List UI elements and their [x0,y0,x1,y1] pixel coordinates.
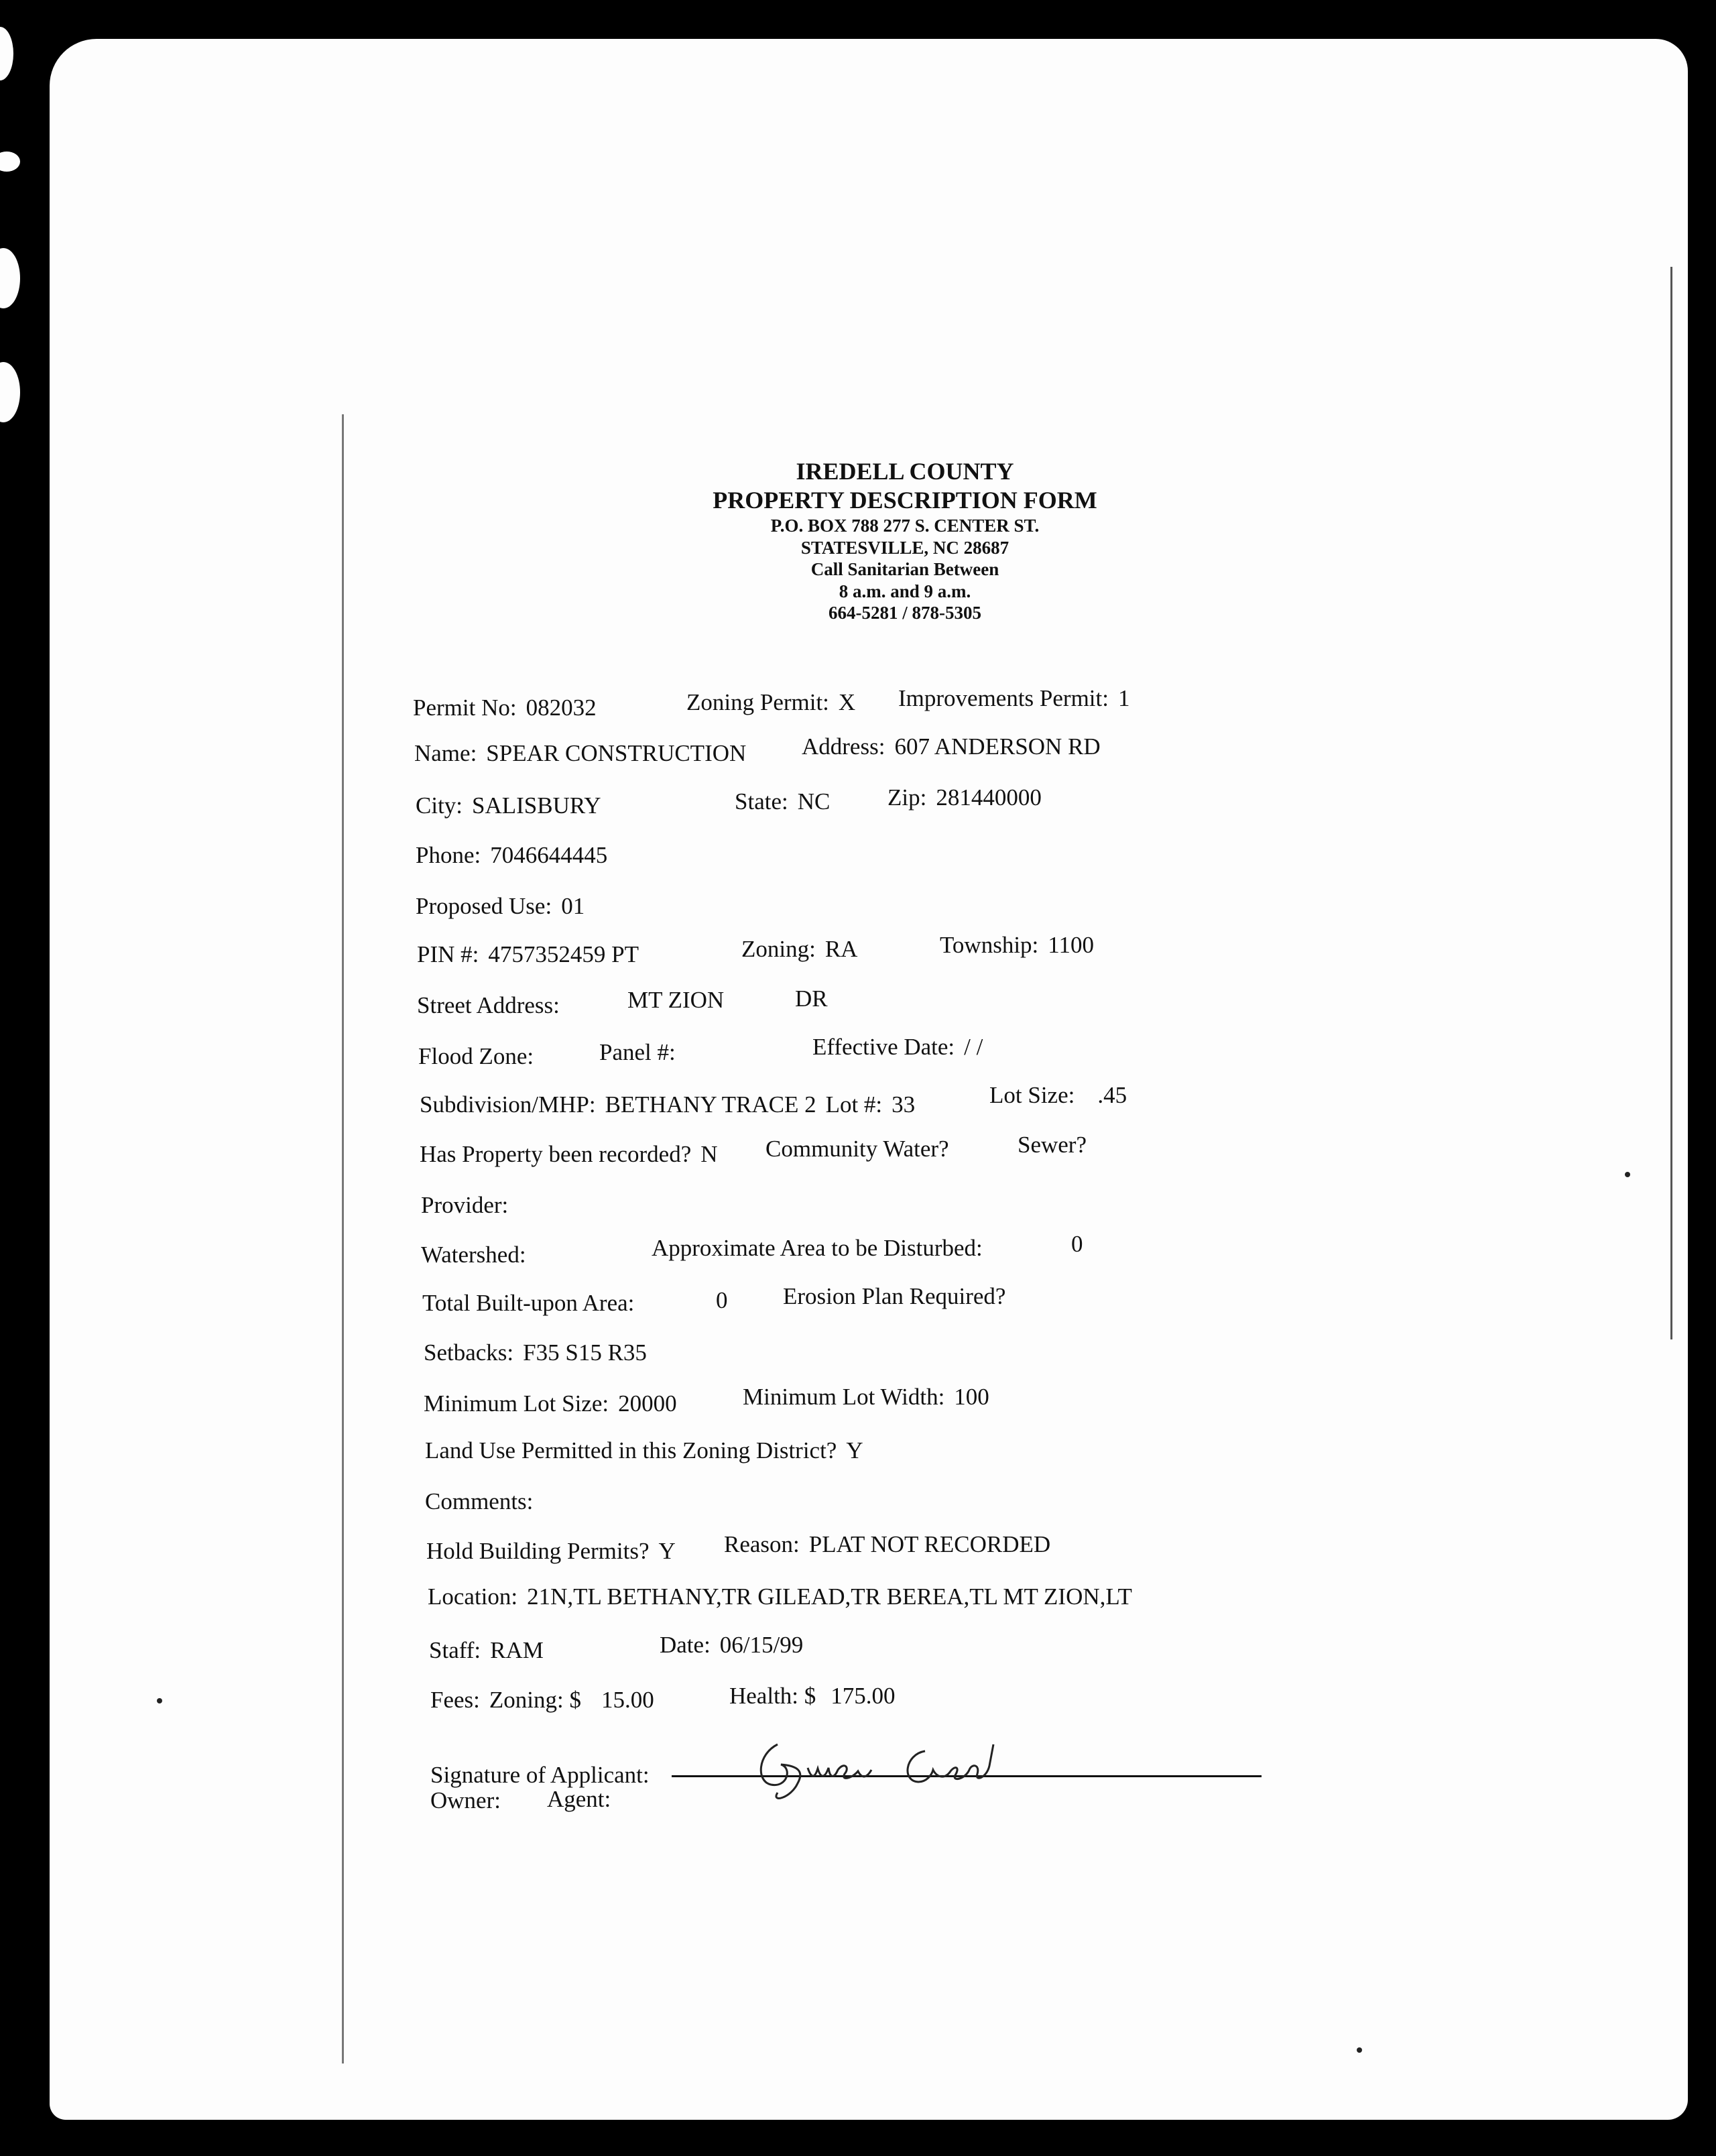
address-line-2: STATESVILLE, NC 28687 [800,537,1009,558]
area-disturbed-field [652,1236,992,1260]
location-field [428,1585,1132,1608]
proposed-use-label: Proposed Use: [416,893,552,919]
sewer-label: Sewer? [1018,1132,1087,1158]
speck [1357,2047,1362,2053]
agent-field [547,1787,620,1811]
owner-label: Owner: [430,1787,501,1813]
agent-label: Agent: [547,1786,611,1812]
zoning-value: RA [824,936,858,962]
land-use-label: Land Use Permitted in this Zoning District? [425,1437,837,1463]
right-edge-shadow [1670,267,1672,1339]
handwritten-signature [751,1731,1046,1805]
subdivision-label: Subdivision/MHP: [420,1091,596,1118]
signature-field [430,1763,659,1787]
min-lot-width-field [743,1385,989,1409]
recorded-label: Has Property been recorded? [420,1141,692,1167]
county-title: IREDELL COUNTY [796,458,1014,485]
reason-field [724,1533,1050,1556]
built-upon-value: 0 [716,1287,728,1313]
min-lot-size-value: 20000 [618,1390,677,1417]
built-upon-label: Total Built-upon Area: [422,1290,635,1316]
hold-permits-value: Y [658,1538,676,1564]
watershed-field [421,1243,536,1266]
setbacks-label: Setbacks: [424,1339,514,1366]
staff-label: Staff: [429,1637,481,1663]
punch-hole [0,362,20,422]
address-line-1: P.O. BOX 788 277 S. CENTER ST. [770,516,1040,536]
name-label: Name: [414,740,477,766]
street-name-value: MT ZION [627,987,725,1013]
left-margin-line [342,414,344,2063]
recorded-field [420,1142,718,1166]
staff-field [429,1638,544,1662]
pin-label: PIN #: [417,941,479,967]
city-field [416,794,601,817]
zoning-permit-field [686,691,855,714]
date-field [660,1633,803,1657]
setbacks-value: F35 S15 R35 [523,1339,647,1366]
improvements-permit-value: 1 [1117,685,1130,711]
min-lot-size-field [424,1392,677,1415]
community-water-field [765,1137,959,1160]
fees-health-field [729,1684,896,1708]
panel-field [599,1040,685,1064]
fees-label: Fees: [430,1687,480,1713]
paper-sheet [50,39,1688,2120]
state-label: State: [735,788,788,815]
zip-field [887,786,1042,809]
land-use-value: Y [846,1437,863,1463]
street-suffix-value: DR [795,985,828,1012]
speck [157,1698,162,1703]
form-title: PROPERTY DESCRIPTION FORM [713,487,1097,514]
erosion-plan-field [783,1284,1015,1308]
phone-numbers: 664-5281 / 878-5305 [829,602,981,623]
effective-date-value: / / [964,1034,983,1060]
panel-label: Panel #: [599,1039,676,1065]
area-disturbed-label: Approximate Area to be Disturbed: [652,1235,983,1261]
built-upon-field [422,1291,644,1315]
location-label: Location: [428,1583,518,1610]
township-field [940,933,1094,957]
proposed-use-field [416,894,585,918]
name-field [414,741,746,765]
effective-date-field [812,1035,983,1059]
city-label: City: [416,792,463,819]
proposed-use-value: 01 [561,893,585,919]
fees-health-label: Health: $ [729,1683,816,1709]
call-line-1: Call Sanitarian Between [810,559,999,580]
punch-hole [0,27,13,80]
setbacks-field [424,1341,647,1364]
fees-field [430,1688,654,1712]
subdivision-field [420,1093,915,1116]
zoning-field [741,937,857,961]
improvements-permit-field [898,686,1129,710]
township-value: 1100 [1048,932,1094,958]
comments-label: Comments: [425,1488,534,1514]
street-address-field [417,994,569,1017]
improvements-permit-label: Improvements Permit: [898,685,1109,711]
subdivision-value: BETHANY TRACE 2 [605,1091,816,1118]
permit-no-label: Permit No: [413,695,517,721]
min-lot-size-label: Minimum Lot Size: [424,1390,609,1417]
erosion-plan-label: Erosion Plan Required? [783,1283,1006,1309]
phone-field [416,843,607,867]
flood-zone-field [418,1044,543,1068]
address-value: 607 ANDERSON RD [894,733,1101,760]
address-field [802,735,1101,758]
watershed-label: Watershed: [421,1242,526,1268]
street-address-label: Street Address: [417,992,560,1018]
punch-hole [0,248,20,308]
state-value: NC [797,788,831,815]
owner-field [430,1789,510,1812]
city-value: SALISBURY [472,792,601,819]
fees-health-value: 175.00 [831,1683,896,1709]
reason-label: Reason: [724,1531,800,1557]
flood-zone-label: Flood Zone: [418,1043,534,1069]
signature-label: Signature of Applicant: [430,1762,650,1788]
hold-permits-label: Hold Building Permits? [426,1538,650,1564]
permit-no-field [413,696,597,719]
staff-value: RAM [490,1637,544,1663]
phone-value: 7046644445 [490,842,608,868]
zip-value: 281440000 [936,784,1042,811]
lot-no-value: 33 [892,1091,916,1118]
permit-no-value: 082032 [526,695,597,721]
address-label: Address: [802,733,885,760]
reason-value: PLAT NOT RECORDED [808,1531,1051,1557]
zoning-permit-value: X [838,689,856,715]
zip-label: Zip: [887,784,927,811]
lot-no-label: Lot #: [825,1091,883,1118]
form-header [670,457,1140,623]
pin-field [417,943,639,966]
name-value: SPEAR CONSTRUCTION [486,740,747,766]
location-value: 21N,TL BETHANY,TR GILEAD,TR BEREA,TL MT ZION,LT [527,1583,1132,1610]
hold-permits-field [426,1539,676,1563]
provider-label: Provider: [421,1192,509,1218]
comments-field [425,1490,542,1513]
min-lot-width-value: 100 [954,1384,989,1410]
recorded-value: N [700,1141,718,1167]
speck [1625,1172,1630,1177]
call-line-2: 8 a.m. and 9 a.m. [839,581,971,601]
land-use-field [425,1439,863,1462]
lot-size-value: .45 [1097,1082,1127,1108]
sewer-field [1018,1133,1096,1156]
community-water-label: Community Water? [765,1136,949,1162]
phone-label: Phone: [416,842,481,868]
zoning-permit-label: Zoning Permit: [686,689,829,715]
effective-date-label: Effective Date: [812,1034,955,1060]
date-value: 06/15/99 [719,1632,804,1658]
area-disturbed-value: 0 [1071,1231,1083,1257]
state-field [735,790,830,813]
pin-value: 4757352459 PT [488,941,639,967]
lot-size-label: Lot Size: [989,1082,1075,1108]
punch-hole [0,152,20,172]
min-lot-width-label: Minimum Lot Width: [743,1384,945,1410]
lot-size-field [989,1083,1127,1107]
zoning-label: Zoning: [741,936,816,962]
provider-field [421,1193,517,1217]
fees-zoning-value: 15.00 [601,1687,654,1713]
township-label: Township: [940,932,1039,958]
fees-zoning-label: Zoning: $ [489,1687,581,1713]
date-label: Date: [660,1632,711,1658]
